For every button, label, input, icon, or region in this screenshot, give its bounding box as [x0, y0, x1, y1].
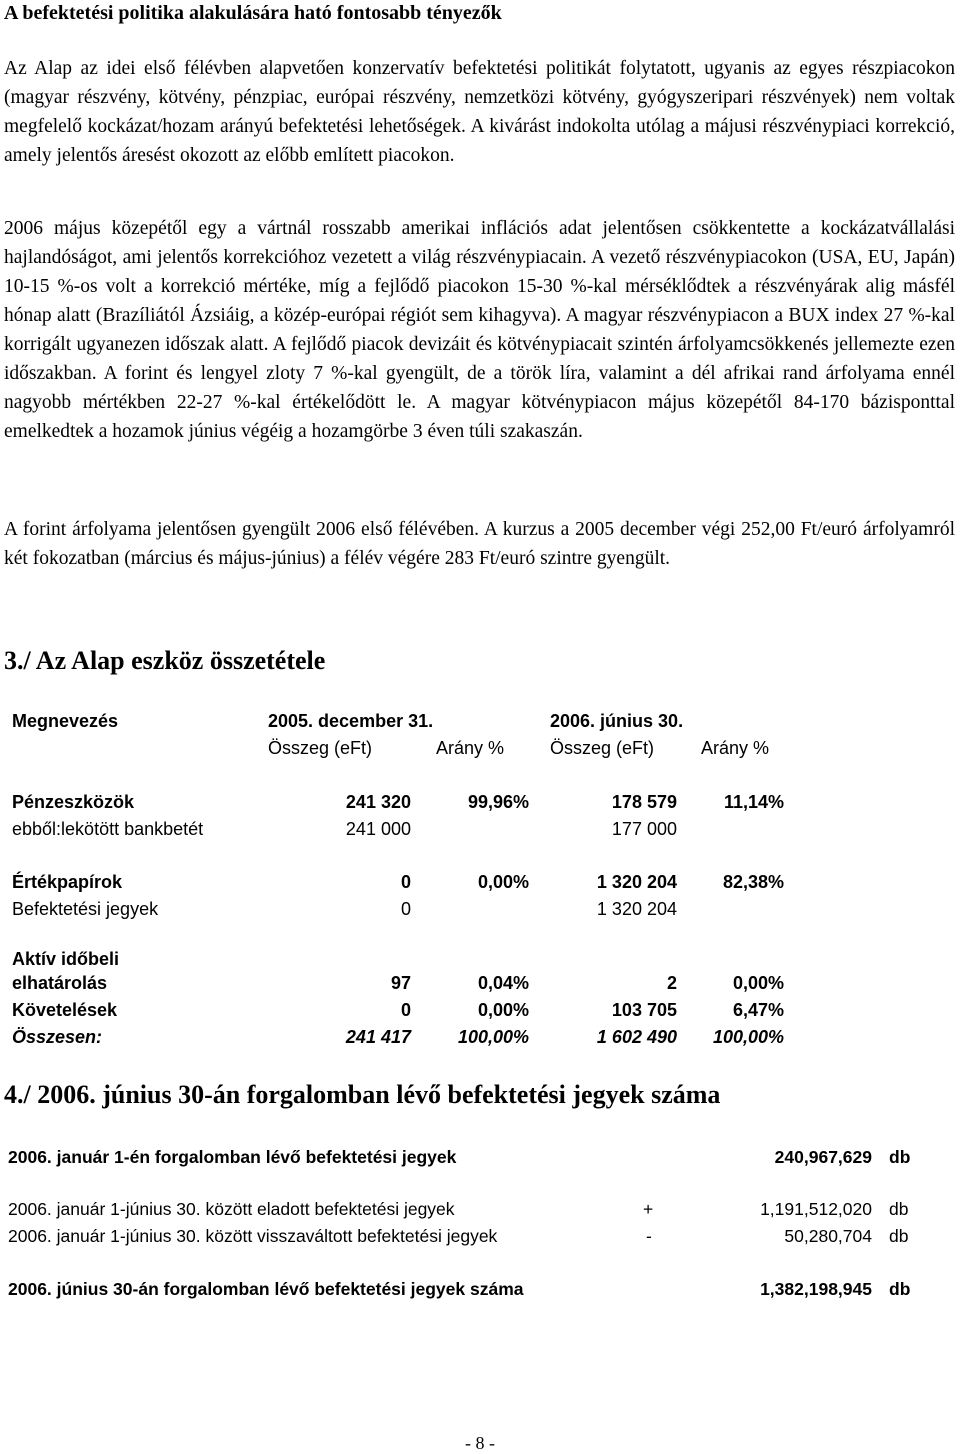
row-label: ebből:lekötött bankbetét: [12, 819, 204, 839]
row-label: Értékpapírok: [12, 872, 123, 892]
row-label: elhatárolás: [12, 973, 108, 993]
row-amount-2006: 1 320 204: [596, 872, 677, 892]
units-row-sign: -: [646, 1226, 652, 1246]
row-amount-2005: 0: [400, 899, 411, 919]
row-amount-2006: 177 000: [611, 819, 677, 839]
row-amount-2006: 178 579: [611, 792, 677, 812]
paragraph-2: 2006 május közepétől egy a vártnál rosszabb amerikai inflációs adat jelentősen csökkentette a kockázatvállalási hajlandóságot, ami jelentős korrekcióhoz vezetett a világ részvénypiacain. A vezető részvénypiacokon (USA, EU, Japán) 10-15 %-os volt a korrekció mértéke, míg a fejlődő piacokon 15-30 %-kal mérséklődtek a részvényárak alig másfél hónap alatt (Brazíliától Ázsiáig, a közép-európai régiót sem kihagyva). A magyar részvénypiacon a BUX index 27 %-kal korrigált ugyanezen időszak alatt. A fejlődő piacok devizáit és kötvénypiacait szintén árfolyamcsökkenés jellemezte ezen időszakban. A forint és lengyel zloty 7 %-kal gyengült, de a török líra, valamint a dél afrikai rand árfolyama ennél nagyobb mértékben 22-27 %-kal értékelődött le. A magyar kötvénypiacon május közepétől 84-170 bázisponttal emelkedtek a hozamok június végéig a hozamgörbe 3 éven túli szakaszán.: [4, 218, 955, 442]
units-row-unit: db: [889, 1279, 911, 1299]
header-ratio-2005: Arány %: [436, 738, 505, 758]
units-row-unit: db: [889, 1226, 909, 1246]
row-amount-2005: 0: [400, 872, 411, 892]
units-row-sign: +: [643, 1199, 654, 1219]
row-amount-2005: 97: [390, 973, 411, 993]
units-row-value: 50,280,704: [784, 1226, 872, 1246]
total-amount-2005: 241 417: [345, 1027, 411, 1047]
units-row-value: 1,382,198,945: [760, 1279, 872, 1299]
header-date-2005: 2005. december 31.: [268, 711, 434, 731]
total-label: Összesen:: [12, 1027, 103, 1047]
units-row-unit: db: [889, 1147, 911, 1167]
header-amount-2005: Összeg (eFt): [268, 738, 373, 758]
row-ratio-2005: 0,00%: [477, 1000, 529, 1020]
section-4-title: 4./ 2006. június 30-án forgalomban lévő befektetési jegyek száma: [4, 1080, 721, 1109]
units-row-label: 2006. június 30-án forgalomban lévő befektetési jegyek száma: [8, 1279, 524, 1299]
row-amount-2005: 0: [400, 1000, 411, 1020]
row-label: Követelések: [12, 1000, 118, 1020]
header-ratio-2006: Arány %: [701, 738, 770, 758]
row-ratio-2006: 0,00%: [732, 973, 784, 993]
total-ratio-2005: 100,00%: [457, 1027, 529, 1047]
header-name: Megnevezés: [12, 711, 119, 731]
row-ratio-2006: 11,14%: [723, 792, 784, 812]
row-ratio-2006: 6,47%: [732, 1000, 784, 1020]
units-row-label: 2006. január 1-június 30. között eladott befektetési jegyek: [8, 1199, 455, 1219]
units-row-value: 1,191,512,020: [760, 1199, 872, 1219]
row-amount-2005: 241 320: [345, 792, 411, 812]
row-ratio-2005: 99,96%: [467, 792, 529, 812]
section-3-title: 3./ Az Alap eszköz összetétele: [4, 646, 326, 675]
section-heading: A befektetési politika alakulására ható fontosabb tényezők: [4, 2, 502, 24]
row-label: Befektetési jegyek: [12, 899, 159, 919]
row-amount-2006: 2: [666, 973, 677, 993]
total-amount-2006: 1 602 490: [596, 1027, 677, 1047]
row-amount-2006: 103 705: [611, 1000, 677, 1020]
header-date-2006: 2006. június 30.: [550, 711, 684, 731]
units-row-value: 240,967,629: [774, 1147, 872, 1167]
paragraph-3: A forint árfolyama jelentősen gyengült 2006 első félévében. A kurzus a 2005 december végi 252,00 Ft/euró árfolyamról két fokozatban (március és május-június) a félév végére 283 Ft/euró szintre gyengült.: [4, 519, 955, 569]
row-amount-2005: 241 000: [345, 819, 411, 839]
row-label-line1: Aktív időbeli: [12, 949, 120, 969]
units-row-label: 2006. január 1-június 30. között visszaváltott befektetési jegyek: [8, 1226, 498, 1246]
total-ratio-2006: 100,00%: [712, 1027, 784, 1047]
paragraph-1: Az Alap az idei első félévben alapvetően konzervatív befektetési politikát folytatott, ugyanis az egyes részpiacokon (magyar részvény, kötvény, pénzpiac, európai részvény, nemzetközi kötvény, gyógyszeripari részvények) nem voltak megfelelő kockázat/hozam arányú befektetési lehetőségek. A kivárást indokolta utólag a májusi részvénypiaci korrekció, amely jelentős áresést okozott az előbb említett piacokon.: [4, 58, 955, 166]
units-row-unit: db: [889, 1199, 909, 1219]
units-row-label: 2006. január 1-én forgalomban lévő befektetési jegyek: [8, 1147, 457, 1167]
page-number: - 8 -: [465, 1433, 495, 1453]
row-ratio-2005: 0,04%: [477, 973, 529, 993]
header-amount-2006: Összeg (eFt): [550, 738, 655, 758]
row-label: Pénzeszközök: [12, 792, 135, 812]
row-ratio-2006: 82,38%: [722, 872, 784, 892]
row-amount-2006: 1 320 204: [596, 899, 677, 919]
row-ratio-2005: 0,00%: [477, 872, 529, 892]
